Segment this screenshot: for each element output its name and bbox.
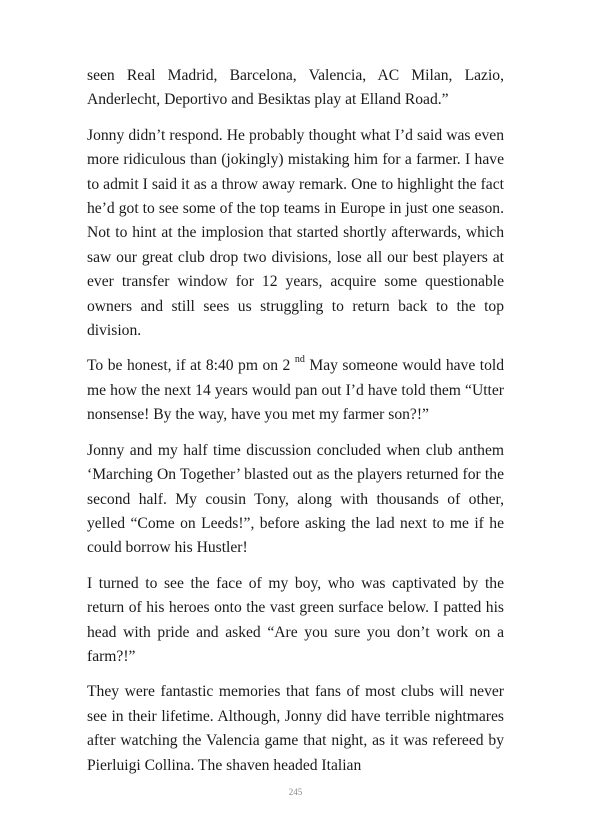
paragraph-3 [87,354,504,427]
body-text [87,64,504,789]
paragraph-3-after: May someone would have told me how the next 14 years would pan out I’d have told them “Utter nonsense! By the way, have you met my farmer son?!” [87,357,505,424]
paragraph-1: seen Real Madrid, Barcelona, Valencia, AC Milan, Lazio, Anderlecht, Deportivo and Besiktas play at Elland Road.” [87,67,504,109]
paragraph-4: Jonny and my half time discussion concluded when club anthem ‘Marching On Together’ blasted out as the players returned for the second half. My cousin Tony, along with thousands of other, yelled “Come on Leeds!”, before asking the lad next to me if he could borrow his Hustler! [87,441,504,557]
paragraph-3-before: To be honest, if at 8:40 pm on 2 [87,357,295,375]
paragraph-6: They were fantastic memories that fans of most clubs will never see in their lifetime. Although, Jonny did have terrible nightmares after watching the Valencia game that night, as it was refereed by Pierluigi Collina. The shaven headed Italian [87,683,504,774]
ordinal-suffix: nd [294,354,305,366]
page-number: 245 [288,787,303,797]
paragraph-5: I turned to see the face of my boy, who was captivated by the return of his heroes onto the vast green surface below. I patted his head with pride and asked “Are you sure you don’t work on a farm?!” [87,574,504,665]
paragraph-2: Jonny didn’t respond. He probably thought what I’d said was even more ridiculous than (jokingly) mistaking him for a farmer. I have to admit I said it as a throw away remark. One to highlight the fact he’d got to see some of the top teams in Europe in just one season. Not to hint at the implosion that started shortly afterwards, which saw our great club drop two divisions, lose all our best players at ever transfer window for 12 years, acquire some questionable owners and still sees us struggling to return back to the top division. [87,126,504,340]
